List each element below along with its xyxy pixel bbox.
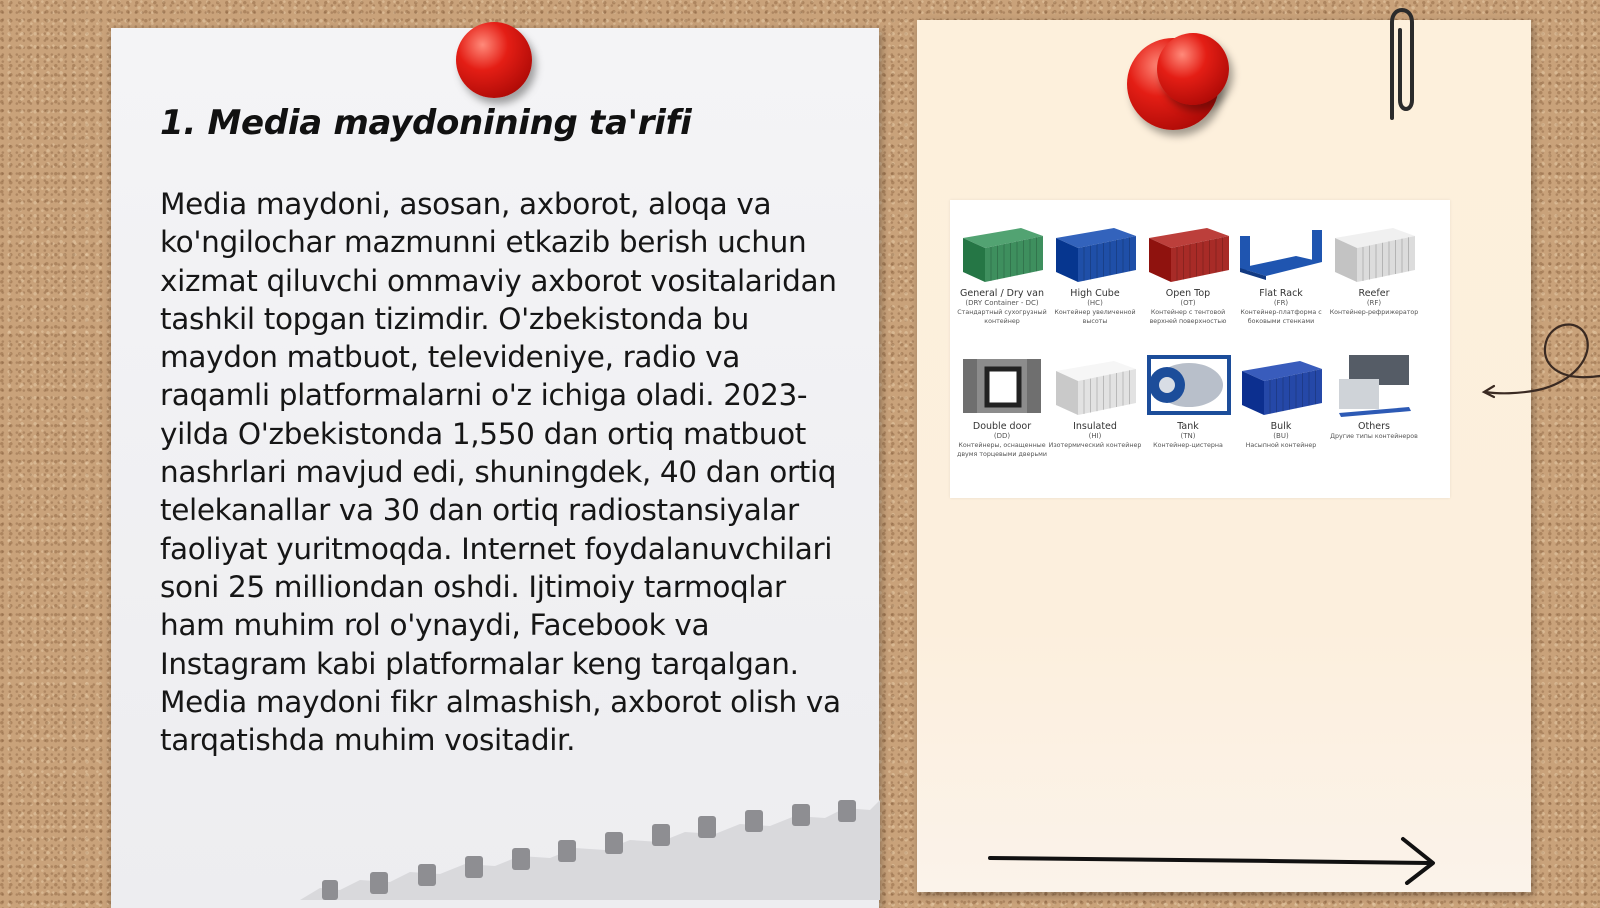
container-type-name: Tank bbox=[1177, 421, 1199, 432]
container-illustration-icon bbox=[957, 349, 1047, 419]
container-type-code: (RF) bbox=[1366, 299, 1382, 307]
container-type-name: Insulated bbox=[1073, 421, 1117, 432]
container-type-code: (BU) bbox=[1273, 432, 1289, 440]
container-type-description: Изотермический контейнер bbox=[1048, 442, 1142, 449]
container-type-item bbox=[1140, 349, 1236, 450]
container-illustration-icon bbox=[1329, 349, 1419, 419]
container-type-name: General / Dry van bbox=[959, 288, 1044, 299]
container-type-name: High Cube bbox=[1070, 288, 1120, 299]
container-type-code: (FR) bbox=[1273, 299, 1289, 307]
paperclip-icon bbox=[1378, 0, 1422, 125]
container-type-description: Контейнер увеличенной высоты bbox=[1054, 309, 1136, 325]
container-type-item bbox=[1326, 349, 1422, 441]
torn-paper-edge bbox=[300, 800, 880, 900]
container-type-description: Контейнер-рефрижератор bbox=[1329, 309, 1419, 316]
container-type-name: Flat Rack bbox=[1259, 288, 1303, 299]
container-type-description: Стандартный сухогрузный контейнер bbox=[957, 309, 1047, 325]
container-illustration-icon bbox=[1143, 216, 1233, 286]
container-type-code: (HI) bbox=[1088, 432, 1102, 440]
container-types-figure bbox=[950, 200, 1450, 498]
container-illustration-icon bbox=[1050, 349, 1140, 419]
container-type-item bbox=[1140, 216, 1236, 326]
container-illustration-icon bbox=[1050, 216, 1140, 286]
container-type-item bbox=[1233, 216, 1329, 326]
container-illustration-icon bbox=[1143, 349, 1233, 419]
container-illustration-icon bbox=[1236, 349, 1326, 419]
container-type-name: Others bbox=[1358, 421, 1390, 432]
container-type-name: Bulk bbox=[1270, 421, 1292, 432]
red-pushpin-icon bbox=[456, 22, 532, 98]
curly-arrow-doodle-icon bbox=[1478, 312, 1600, 412]
container-type-name: Open Top bbox=[1165, 288, 1211, 299]
slide-title: 1. Media maydonining ta'rifi bbox=[160, 103, 692, 143]
container-type-item bbox=[954, 349, 1050, 459]
container-type-description: Насыпной контейнер bbox=[1245, 442, 1317, 449]
container-type-description: Другие типы контейнеров bbox=[1330, 433, 1418, 440]
container-type-code: (DD) bbox=[993, 432, 1011, 440]
container-illustration-icon bbox=[1236, 216, 1326, 286]
container-type-code: (OT) bbox=[1180, 299, 1196, 307]
container-illustration-icon bbox=[957, 216, 1047, 286]
container-type-description: Контейнер с тентовой верхней поверхностью bbox=[1149, 309, 1227, 325]
container-type-item bbox=[1233, 349, 1329, 450]
right-arrow-icon bbox=[985, 835, 1445, 885]
container-type-name: Reefer bbox=[1358, 288, 1390, 299]
container-type-item bbox=[1326, 216, 1422, 317]
container-type-name: Double door bbox=[972, 421, 1032, 432]
container-type-code: (TN) bbox=[1180, 432, 1196, 440]
container-type-code: (HC) bbox=[1087, 299, 1103, 307]
container-type-item bbox=[1047, 216, 1143, 326]
slide-body-text: Media maydoni, asosan, axborot, aloqa va ko'ngilochar mazmunni etkazib berish uchun xizmat qiluvchi ommaviy axborot vositalaridan tashkil topgan tizimdir. O'zbekistonda bu maydon matbuot, televideniye, radio va raqamli platformalarni o'z ichiga oladi. 2023-yilda O'zbekistonda 1,550 dan ortiq matbuot nashrlari mavjud edi, shuningdek, 40 dan ortiq telekanallar va 30 dan ortiq radiostansiyalar faoliyat yuritmoqda. Internet foydalanuvchilari soni 25 milliondan oshdi. Ijtimoiy tarmoqlar ham muhim rol o'ynaydi, Facebook va Instagram kabi platformalar keng tarqalgan. Media maydoni fikr almashish, axborot olish va tarqatishda muhim vositadir. bbox=[160, 187, 841, 758]
container-type-item bbox=[954, 216, 1050, 326]
container-type-description: Контейнер-платформа с боковыми стенками bbox=[1240, 309, 1322, 325]
container-illustration-icon bbox=[1329, 216, 1419, 286]
container-type-item bbox=[1047, 349, 1143, 450]
container-type-code: (DRY Container - DC) bbox=[965, 299, 1039, 307]
red-pushpin-head-icon bbox=[1157, 33, 1229, 105]
container-type-description: Контейнер-цистерна bbox=[1153, 442, 1223, 449]
container-type-description: Контейнеры, оснащенные двумя торцевыми дверьми bbox=[956, 442, 1048, 458]
